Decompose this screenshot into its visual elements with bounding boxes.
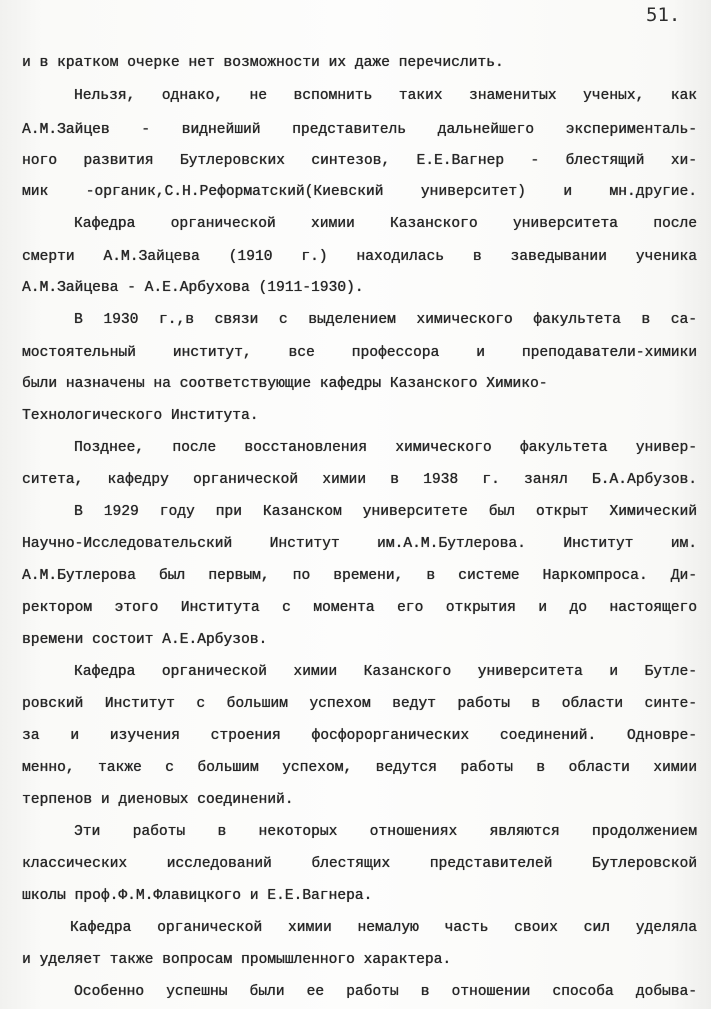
text-line: В 1929 году при Казанском университете был открыт Химический bbox=[74, 504, 697, 520]
text-line: и в кратком очерке нет возможности их даже перечислить. bbox=[22, 55, 504, 71]
text-line: классических исследований блестящих представителей Бутлеровской bbox=[22, 856, 697, 872]
text-line: Особенно успешны были ее работы в отношении способа добыва- bbox=[74, 984, 697, 1000]
text-line: А.М.Бутлерова был первым, по времени, в системе Наркомпроса. Ди- bbox=[22, 568, 697, 584]
text-line: школы проф.Ф.М.Флавицкого и Е.Е.Вагнера. bbox=[22, 888, 373, 904]
text-line: времени состоит А.Е.Арбузов. bbox=[22, 632, 268, 648]
text-line: Позднее, после восстановления химического факультета универ- bbox=[74, 440, 697, 456]
text-line: мостоятельный институт, все профессора и преподаватели-химики bbox=[22, 345, 697, 361]
text-line: А.М.Зайцев - виднейший представитель дальнейшего эксперименталь- bbox=[22, 122, 697, 138]
text-line: смерти А.М.Зайцева (1910 г.) находилась в заведывании ученика bbox=[22, 249, 697, 265]
text-line: ровский Институт с большим успехом ведут работы в области синте- bbox=[22, 696, 697, 712]
text-line: и уделяет также вопросам промышленного характера. bbox=[22, 952, 452, 968]
page-number: 51. bbox=[646, 4, 681, 26]
text-line: за и изучения строения фосфорорганических соединений. Одновре- bbox=[22, 728, 697, 744]
text-line: ситета, кафедру органической химии в 1938 г. занял Б.А.Арбузов. bbox=[22, 472, 697, 488]
text-line: Кафедра органической химии немалую часть своих сил уделяла bbox=[70, 920, 697, 936]
text-line: Кафедра органической химии Казанского университета и Бутле- bbox=[74, 664, 697, 680]
text-line: мик -органик,С.Н.Реформатский(Киевский университет) и мн.другие. bbox=[22, 184, 697, 200]
text-line: Технологического Института. bbox=[22, 408, 259, 424]
text-line: Эти работы в некоторых отношениях являются продолжением bbox=[74, 824, 697, 840]
text-line: Нельзя, однако, не вспомнить таких знаменитых ученых, как bbox=[74, 88, 697, 104]
text-line: Научно-Исследовательский Институт им.А.М.Бутлерова. Институт им. bbox=[22, 536, 697, 552]
text-line: Кафедра органической химии Казанского университета после bbox=[74, 216, 697, 232]
text-line: ректором этого Института с момента его открытия и до настоящего bbox=[22, 600, 697, 616]
text-line: В 1930 г.,в связи с выделением химического факультета в са- bbox=[74, 312, 697, 328]
text-line: А.М.Зайцева - А.Е.Арбухова (1911-1930). bbox=[22, 280, 364, 296]
text-line: ного развития Бутлеровских синтезов, Е.Е.Вагнер - блестящий хи- bbox=[22, 153, 697, 169]
text-line: терпенов и диеновых соединений. bbox=[22, 792, 294, 808]
text-line: менно, также с большим успехом, ведутся работы в области химии bbox=[22, 760, 697, 776]
text-line: были назначены на соответствующие кафедры Казанского Химико- bbox=[22, 376, 548, 392]
